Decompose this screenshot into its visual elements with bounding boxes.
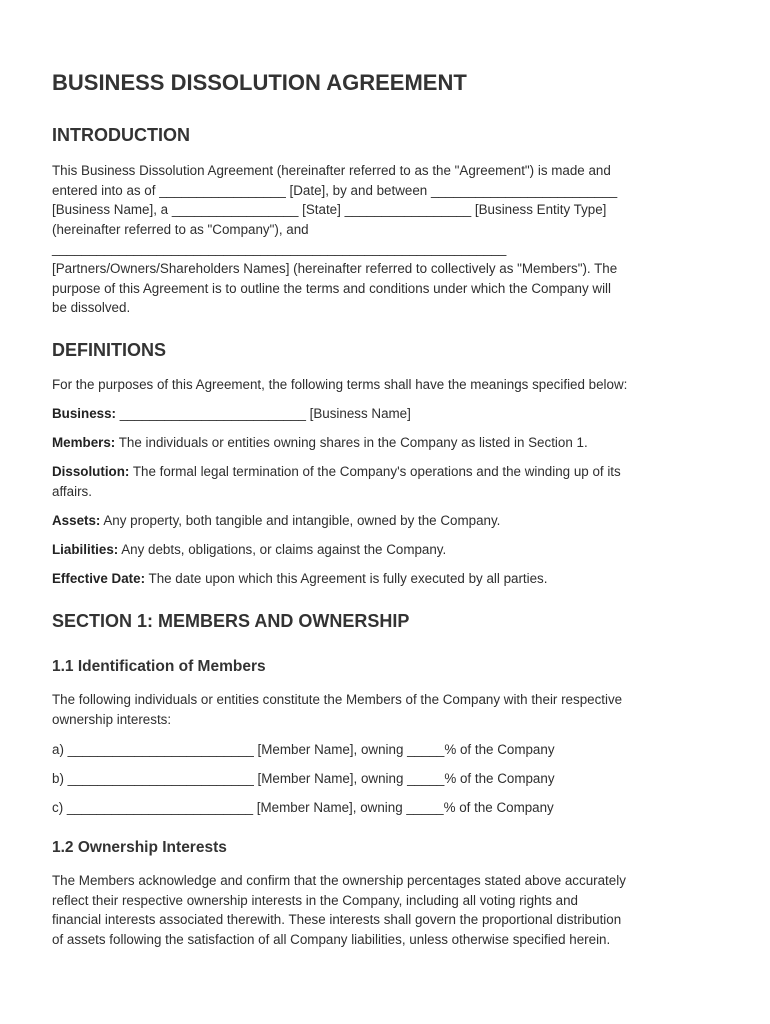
member-line-a: a) _________________________ [Member Name], owning _____% of the Company xyxy=(52,742,555,757)
definition-assets xyxy=(52,511,722,531)
definition-term: Assets: xyxy=(52,513,101,528)
subsection-1-2-paragraph xyxy=(52,871,722,949)
definition-members xyxy=(52,433,722,453)
member-line-b: b) _________________________ [Member Name], owning _____% of the Company xyxy=(52,771,555,786)
definition-text: Any property, both tangible and intangible, owned by the Company. xyxy=(100,513,501,528)
definition-dissolution xyxy=(52,462,722,501)
intro-line: _____________________________________________________________ xyxy=(52,241,507,257)
definition-text: affairs. xyxy=(52,483,92,499)
definition-term: Members: xyxy=(52,435,116,450)
paragraph-line: ownership interests: xyxy=(52,711,172,727)
definitions-heading: DEFINITIONS xyxy=(52,340,167,360)
intro-line: [Business Name], a _________________ [State] _________________ [Business Entity Type] xyxy=(52,202,607,218)
paragraph-line: The following individuals or entities constitute the Members of the Company with their respective xyxy=(52,692,623,707)
definitions-intro: For the purposes of this Agreement, the following terms shall have the meanings specified below: xyxy=(52,377,628,392)
introduction-paragraph xyxy=(52,161,722,318)
paragraph-line: financial interests associated therewith. These interests shall govern the proportional distribution xyxy=(52,912,622,928)
definition-text: The formal legal termination of the Company's operations and the winding up of its xyxy=(129,464,621,479)
paragraph-line: The Members acknowledge and confirm that the ownership percentages stated above accurately xyxy=(52,873,626,888)
definition-text: Any debts, obligations, or claims against the Company. xyxy=(118,542,447,557)
definition-text: _________________________ [Business Name] xyxy=(116,406,411,421)
definition-liabilities xyxy=(52,540,722,560)
subsection-1-1-paragraph xyxy=(52,690,722,729)
definition-effective-date xyxy=(52,569,722,589)
definition-text: The date upon which this Agreement is fully executed by all parties. xyxy=(145,571,548,586)
subsection-1-1-heading: 1.1 Identification of Members xyxy=(52,658,266,675)
intro-line: This Business Dissolution Agreement (hereinafter referred to as the "Agreement") is made and xyxy=(52,163,611,178)
intro-line: entered into as of _________________ [Date], by and between _________________________ xyxy=(52,182,618,198)
intro-line: (hereinafter referred to as "Company"), and xyxy=(52,221,309,237)
intro-line: [Partners/Owners/Shareholders Names] (hereinafter referred to collectively as "Members"). The xyxy=(52,260,618,276)
paragraph-line: of assets following the satisfaction of all Company liabilities, unless otherwise specified herein. xyxy=(52,931,611,947)
definition-text: The individuals or entities owning shares in the Company as listed in Section 1. xyxy=(115,435,588,450)
document-title: BUSINESS DISSOLUTION AGREEMENT xyxy=(52,70,467,95)
definition-term: Liabilities: xyxy=(52,542,119,557)
definition-term: Dissolution: xyxy=(52,464,130,479)
definition-business xyxy=(52,404,722,424)
intro-line: be dissolved. xyxy=(52,300,131,316)
paragraph-line: reflect their respective ownership interests in the Company, including all voting rights and xyxy=(52,892,578,908)
definition-term: Effective Date: xyxy=(52,571,146,586)
introduction-heading: INTRODUCTION xyxy=(52,125,190,145)
member-line-c: c) _________________________ [Member Name], owning _____% of the Company xyxy=(52,800,554,815)
subsection-1-2-heading: 1.2 Ownership Interests xyxy=(52,839,227,856)
definition-term: Business: xyxy=(52,406,116,421)
intro-line: purpose of this Agreement is to outline the terms and conditions under which the Company will xyxy=(52,280,611,296)
section1-heading: SECTION 1: MEMBERS AND OWNERSHIP xyxy=(52,611,410,631)
